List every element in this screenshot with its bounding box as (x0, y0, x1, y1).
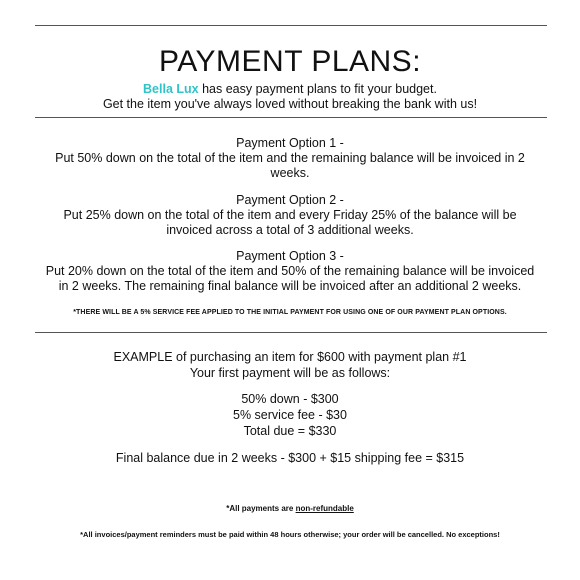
refund-policy-note (0, 504, 580, 513)
example-final-balance: Final balance due in 2 weeks - $300 + $15 shipping fee = $315 (115, 451, 465, 465)
example-total-due: Total due = $330 (243, 424, 337, 438)
option-heading: Payment Option 3 - (236, 249, 344, 263)
brand-name: Bella Lux (143, 82, 199, 96)
option-description: Put 50% down on the total of the item and the remaining balance will be invoiced in 2 weeks. (55, 151, 525, 180)
example-service-fee: 5% service fee - $30 (233, 408, 347, 422)
example-intro-line-2: Your first payment will be as follows: (189, 366, 391, 380)
option-heading: Payment Option 1 - (236, 136, 344, 150)
example-intro (0, 349, 580, 381)
option-description: Put 25% down on the total of the item and every Friday 25% of the balance will be invoiced across a total of 3 additional weeks. (63, 208, 517, 237)
invoice-policy-note: *All invoices/payment reminders must be paid within 48 hours otherwise; your order will be cancelled. No exceptions! (80, 530, 500, 539)
service-fee-note: *THERE WILL BE A 5% SERVICE FEE APPLIED TO THE INITIAL PAYMENT FOR USING ONE OF OUR PAYMENT PLAN OPTIONS. (73, 309, 507, 316)
tagline-line-2: Get the item you've always loved without breaking the bank with us! (102, 97, 478, 111)
example-down-payment: 50% down - $300 (241, 392, 339, 406)
options-divider (35, 332, 547, 333)
payment-option-3 (40, 249, 540, 294)
payment-option-2 (40, 193, 540, 238)
page-title: PAYMENT PLANS: (158, 45, 422, 78)
tagline-rest: has easy payment plans to fit your budget. (198, 82, 437, 96)
top-divider (35, 25, 547, 26)
tagline (0, 82, 580, 112)
header-divider (35, 117, 547, 118)
example-breakdown (0, 391, 580, 439)
example-intro-line-1: EXAMPLE of purchasing an item for $600 with payment plan #1 (113, 350, 467, 364)
refund-prefix: *All payments are (226, 504, 296, 513)
option-heading: Payment Option 2 - (236, 193, 344, 207)
refund-emphasis: non-refundable (295, 504, 354, 513)
option-description: Put 20% down on the total of the item and 50% of the remaining balance will be invoiced in 2 weeks. The remaining final balance will be invoiced after an additional 2 weeks. (45, 264, 535, 293)
payment-option-1 (40, 136, 540, 181)
